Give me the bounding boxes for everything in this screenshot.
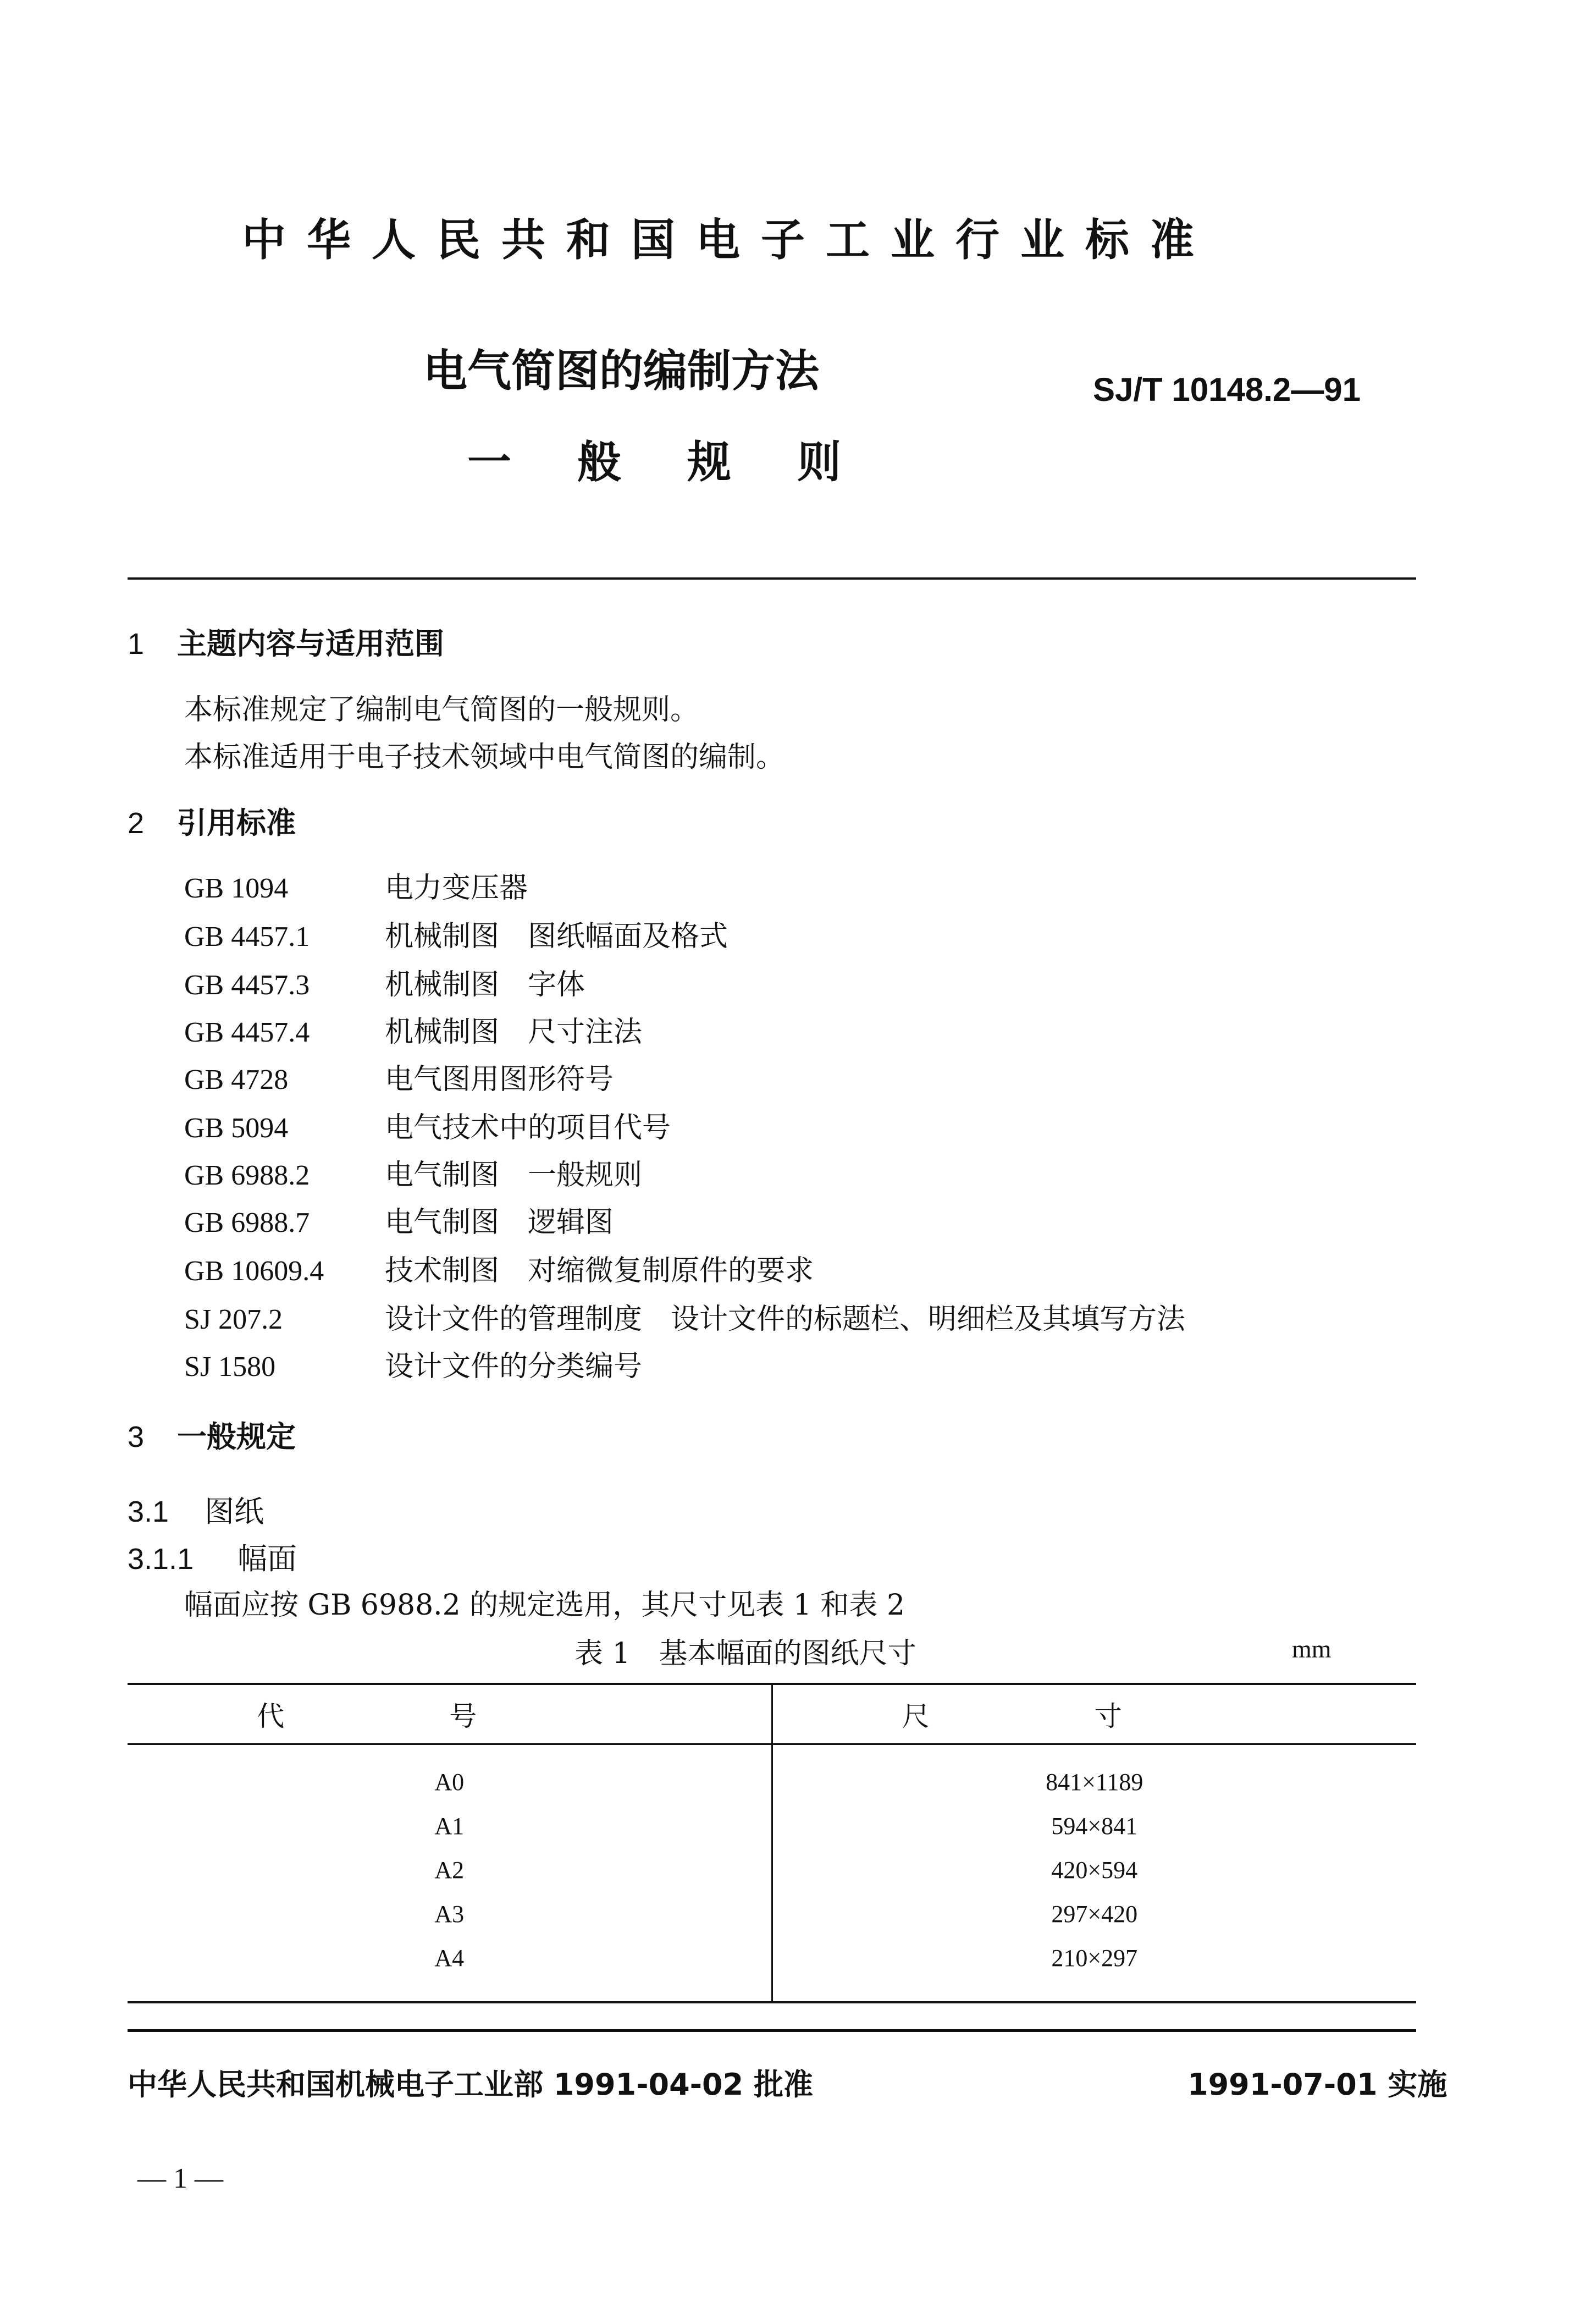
table-cell: A2 <box>128 1848 772 1892</box>
reference-item <box>184 1343 642 1384</box>
table-row <box>128 1848 1416 1892</box>
table-row <box>128 1892 1416 1936</box>
approval-line: 中华人民共和国机械电子工业部 1991-04-02 批准 <box>128 2067 814 2102</box>
table-header-cell <box>772 1684 1416 1744</box>
page-number: — 1 — <box>137 2163 223 2194</box>
table-cell: 594×841 <box>1051 1812 1138 1840</box>
paragraph: 本标准适用于电子技术领域中电气简图的编制。 <box>184 741 785 774</box>
section-number: 2 <box>128 807 145 840</box>
reference-item <box>184 1152 642 1193</box>
header-code: 代号 <box>257 1700 642 1732</box>
section-title: 引用标准 <box>177 806 296 840</box>
paragraph: 幅面应按 GB 6988.2 的规定选用，其尺寸见表 1 和表 2 <box>184 1589 905 1622</box>
section-heading <box>128 620 444 663</box>
reference-title: 设计文件的管理制度 设计文件的标题栏、明细栏及其填写方法 <box>385 1303 1186 1336</box>
table-cell: 297×420 <box>1051 1900 1138 1928</box>
section-number: 3 <box>128 1420 145 1453</box>
doc-subtitle-char: 则 <box>797 437 841 488</box>
reference-title: 电气技术中的项目代号 <box>385 1111 671 1144</box>
table-row <box>128 1936 1416 2002</box>
reference-code: GB 10609.4 <box>184 1255 324 1287</box>
table-row <box>128 1744 1416 1804</box>
table-unit: mm <box>1292 1635 1332 1663</box>
subsection-heading <box>128 1488 264 1530</box>
table-cell: A0 <box>128 1744 772 1804</box>
reference-item <box>184 864 528 906</box>
section-heading <box>128 1413 296 1456</box>
section-number: 1 <box>128 627 145 660</box>
reference-code: GB 1094 <box>184 873 289 904</box>
section-heading <box>128 800 296 842</box>
doc-subtitle-char: 般 <box>577 437 621 488</box>
table-cell: 420×594 <box>1051 1856 1138 1884</box>
doc-subtitle <box>467 427 907 490</box>
table-cell: 210×297 <box>772 1936 1416 2002</box>
reference-title: 电气制图 逻辑图 <box>385 1206 614 1239</box>
reference-item <box>184 1247 814 1288</box>
reference-item <box>184 1104 671 1146</box>
header-size: 尺寸 <box>902 1700 1287 1732</box>
subsection-heading <box>128 1535 297 1578</box>
reference-code: GB 4457.1 <box>184 921 310 952</box>
paragraph: 本标准规定了编制电气简图的一般规则。 <box>184 693 699 726</box>
org-title: 中华人民共和国电子工业行业标准 <box>242 214 1215 266</box>
standard-number: SJ/T 10148.2—91 <box>1093 371 1361 408</box>
reference-title: 机械制图 图纸幅面及格式 <box>385 920 728 953</box>
table-caption: 表 1 基本幅面的图纸尺寸 <box>574 1637 916 1670</box>
reference-title: 机械制图 尺寸注法 <box>385 1016 643 1049</box>
reference-item <box>184 1009 642 1050</box>
reference-title: 电力变压器 <box>385 872 528 905</box>
reference-code: GB 6988.7 <box>184 1207 310 1238</box>
subsection-number: 3.1.1 <box>128 1543 194 1576</box>
table-header-row <box>128 1684 1416 1744</box>
reference-title: 技术制图 对缩微复制原件的要求 <box>385 1254 814 1287</box>
table-cell: A1 <box>128 1804 772 1848</box>
doc-subtitle-char: 一 <box>467 437 511 488</box>
reference-code: SJ 207.2 <box>184 1304 283 1335</box>
reference-code: GB 5094 <box>184 1113 289 1144</box>
subsection-title: 图纸 <box>205 1494 264 1529</box>
reference-item <box>184 1056 614 1097</box>
reference-code: GB 4457.3 <box>184 970 310 1001</box>
doc-title: 电气简图的编制方法 <box>423 345 819 396</box>
reference-title: 电气图用图形符号 <box>385 1063 614 1096</box>
doc-subtitle-char: 规 <box>687 437 731 488</box>
reference-title: 机械制图 字体 <box>385 968 585 1001</box>
table-cell: A4 <box>128 1936 772 2002</box>
effective-date: 1991-07-01 实施 <box>1187 2067 1448 2102</box>
reference-code: GB 4728 <box>184 1064 289 1095</box>
table-header-cell <box>128 1684 772 1744</box>
reference-title: 设计文件的分类编号 <box>385 1350 643 1383</box>
reference-code: GB 4457.4 <box>184 1017 310 1048</box>
table-cell: A3 <box>128 1892 772 1936</box>
section-title: 主题内容与适用范围 <box>177 626 444 661</box>
table-row <box>128 1804 1416 1848</box>
table-cell: 841×1189 <box>1046 1768 1143 1796</box>
reference-title: 电气制图 一般规则 <box>385 1159 643 1192</box>
paper-size-table <box>128 1683 1416 2003</box>
reference-code: SJ 1580 <box>184 1351 276 1383</box>
subsection-number: 3.1 <box>128 1495 169 1528</box>
section-title: 一般规定 <box>177 1419 296 1454</box>
reference-item <box>184 1199 614 1240</box>
footer-divider <box>128 2029 1416 2032</box>
reference-item <box>184 961 585 1003</box>
subsection-title: 幅面 <box>237 1541 297 1576</box>
reference-code: GB 6988.2 <box>184 1160 310 1191</box>
reference-item <box>184 1296 1185 1337</box>
header-divider <box>128 577 1416 580</box>
reference-item <box>184 913 728 954</box>
